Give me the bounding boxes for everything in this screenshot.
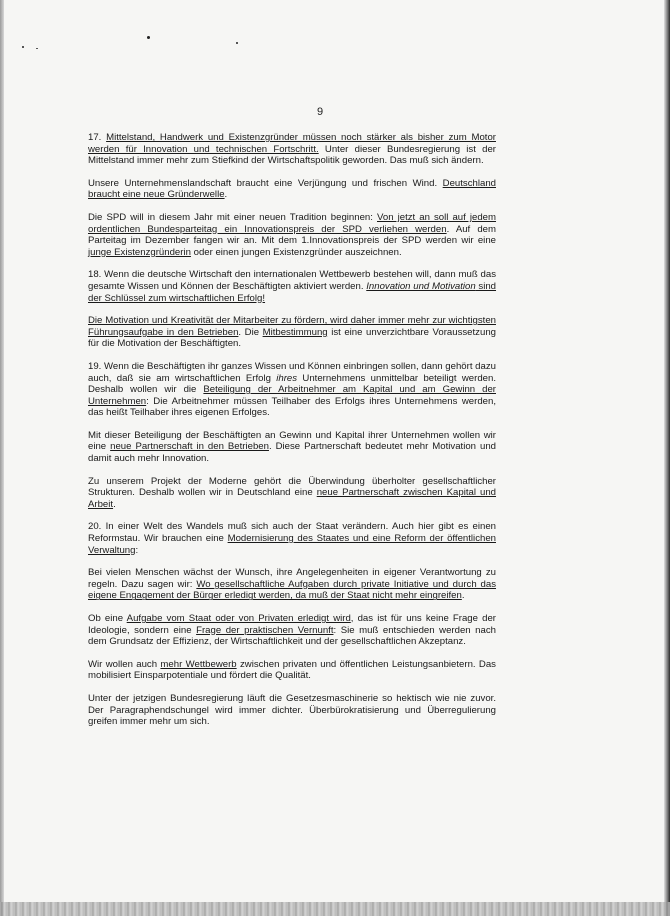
text-segment: zwischen privaten und öffentlichen Leistungsanbietern. Das mobilisiert Einsparpotentiale und fördert die Qualität. — [88, 658, 496, 682]
text-segment: Mit dieser Beteiligung der Beschäftigten an Gewinn und Kapital ihrer Unternehmen wollen wir eine — [88, 429, 496, 453]
text-segment: , das ist für uns keine Frage der Ideologie, sondern eine — [88, 613, 496, 636]
underlined-text: Deutschland braucht eine neue Gründerwelle — [88, 177, 496, 201]
text-segment: Unsere Unternehmenslandschaft braucht eine Verjüngung und frischen Wind. — [88, 177, 443, 189]
paragraph — [88, 693, 496, 728]
underlined-text: Mitbestimmung — [262, 326, 328, 338]
text-segment: Unternehmens unmittelbar beteiligt werden. Deshalb wollen wir die — [88, 372, 496, 396]
underlined-text: Innovation und Motivation — [366, 280, 476, 292]
paragraph — [88, 212, 496, 258]
scan-edge-bottom — [0, 902, 670, 916]
text-segment: 19. Wenn die Beschäftigten ihr ganzes Wissen und Können einbringen sollen, dann gehört dazu auch, daß sie am wirtschaftlichen Erfolg — [88, 360, 496, 384]
text-segment: ihres — [276, 372, 298, 384]
scan-speck — [147, 36, 150, 39]
underlined-text: Mittelstand, Handwerk und Existenzgründer müssen noch stärker als bisher zum Motor werden für Innovation und technischen Fortschritt. — [88, 132, 496, 155]
text-segment: . Auf dem Parteitag im Dezember fangen wir an. Mit dem 1.Innovationspreis der SPD werden wir eine — [88, 223, 496, 247]
text-segment: oder einen jungen Existenzgründer auszeichnen. — [190, 246, 402, 258]
paragraph — [88, 521, 496, 556]
text-segment: Unter der jetzigen Bundesregierung läuft die Gesetzesmaschinerie so hektisch wie nie zuvor. Der Paragraphendschungel wird immer dichter. Überbürokratisierung und Überregulierung greifen immer mehr um sich. — [88, 692, 496, 728]
text-segment: Ob eine — [88, 613, 127, 624]
text-segment: . Die — [238, 326, 263, 338]
text-segment: : — [135, 544, 139, 556]
text-segment: Zu unserem Projekt der Moderne gehört die Überwindung überholter gesellschaftlicher Strukturen. Deshalb wollen wir in Deutschland eine — [88, 475, 496, 499]
scan-speck — [236, 42, 238, 44]
underlined-text: Frage der praktischen Vernunft — [196, 624, 334, 636]
scan-speck — [36, 48, 38, 49]
paragraph — [88, 567, 496, 602]
paragraph — [88, 315, 496, 350]
document-body — [88, 132, 496, 739]
underlined-text: Die Motivation und Kreativität der Mitarbeiter zu fördern, wird daher immer mehr zur wichtigsten Führungsaufgabe in den Betrieben — [88, 315, 496, 338]
text-segment: . — [461, 590, 465, 602]
underlined-text: neue Partnerschaft in den Betrieben — [110, 441, 269, 453]
text-segment: Bei vielen Menschen wächst der Wunsch, ihre Angelegenheiten in eigener Verantwortung zu regeln. Dazu sagen wir: — [88, 567, 496, 590]
paragraph — [88, 361, 496, 419]
underlined-text: neue Partnerschaft zwischen Kapital und Arbeit — [88, 487, 497, 510]
text-segment: ist eine unverzichtbare Voraussetzung für die Motivation der Beschäftigten. — [88, 326, 496, 350]
underlined-text: Wo gesellschaftliche Aufgaben durch private Initiative und durch das eigene Engagement der Bürger erledigt werden, da muß der Staat nicht mehr eingreifen — [88, 578, 497, 602]
underlined-text: sind der Schlüssel zum wirtschaftlichen Erfolg! — [88, 280, 497, 304]
text-segment: Unter dieser Bundesregierung ist der Mittelstand immer mehr zum Stiefkind der Wirtschaftspolitik geworden. Das muß sich ändern. — [88, 143, 497, 167]
text-segment: 18. Wenn die deutsche Wirtschaft den internationalen Wettbewerb bestehen will, dann muß das gesamte Wissen und Können der Beschäftigten aktiviert werden. — [88, 269, 496, 292]
text-segment: : Die Arbeitnehmer müssen Teilhaber des Erfolgs ihres Unternehmens werden, das heißt Teilhaber ihres eigenen Erfolges. — [88, 395, 496, 419]
text-segment: . — [224, 189, 228, 201]
underlined-text: mehr Wettbewerb — [160, 658, 237, 670]
paragraph — [88, 132, 496, 167]
paragraph — [88, 269, 496, 304]
text-segment: 17. — [88, 132, 107, 143]
text-segment: : Sie muß entschieden werden nach dem Grundsatz der Effizienz, der Wirtschaftlichkeit und der gesellschaftlichen Akzeptanz. — [88, 624, 496, 648]
text-segment: Die SPD will in diesem Jahr mit einer neuen Tradition beginnen: — [88, 211, 377, 223]
paragraph — [88, 178, 496, 201]
scan-speck — [22, 46, 24, 48]
paragraph — [88, 659, 496, 682]
text-segment: 20. In einer Welt des Wandels muß sich auch der Staat verändern. Auch hier gibt es einen Reformstau. Wir brauchen eine — [88, 521, 496, 545]
underlined-text: Modernisierung des Staates und eine Reform der öffentlichen Verwaltung — [88, 533, 496, 556]
paragraph — [88, 476, 496, 511]
text-segment: Wir wollen auch — [88, 658, 161, 670]
text-segment: . Diese Partnerschaft bedeutet mehr Motivation und damit auch mehr Innovation. — [88, 441, 496, 465]
paragraph — [88, 613, 496, 648]
page-number: 9 — [316, 106, 324, 118]
underlined-text: Von jetzt an soll auf jedem ordentlichen Bundesparteitag ein Innovationspreis der SPD verliehen werden — [88, 211, 497, 235]
text-segment: . — [113, 498, 116, 510]
paragraph — [88, 430, 496, 465]
scan-edge-right — [664, 0, 670, 916]
underlined-text: Beteiligung der Arbeitnehmer am Kapital und am Gewinn der Unternehmen — [88, 384, 496, 407]
underlined-text: junge Existenzgründerin — [88, 246, 191, 258]
scan-edge-left — [0, 0, 4, 916]
underlined-text: Aufgabe vom Staat oder von Privaten erledigt wird — [126, 613, 351, 624]
